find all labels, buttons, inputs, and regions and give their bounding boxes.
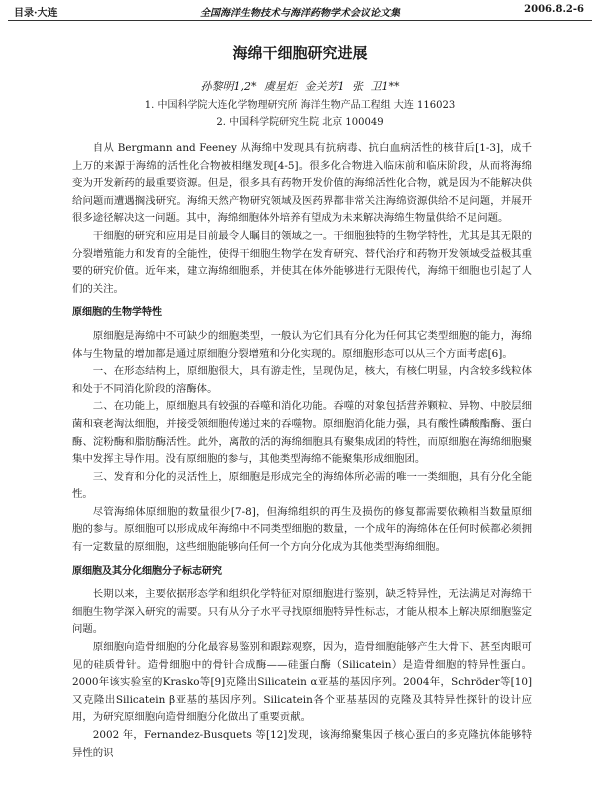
section-heading-markers: 原细胞及其分化细胞分子标志研究 bbox=[72, 565, 222, 577]
paragraph-identification: 长期以来，主要依据形态学和组织化学特征对原细胞进行鉴别，缺乏特异性，无法满足对海绵干细胞生物学深入研究的需要。只有从分子水平寻找原细胞特异性标志，才能从根本上解决原细胞鉴定问题。 bbox=[72, 588, 532, 636]
section-heading-biology: 原细胞的生物学特性 bbox=[72, 307, 162, 319]
affiliation-1: 1. 中国科学院大连化学物理研究所 海洋生物产品工程组 大连 116023 bbox=[144, 100, 456, 111]
paragraph-morphology: 一、在形态结构上，原细胞很大，具有游走性，呈现伪足，核大，有核仁明显，内含较多线粒体和处于不同消化阶段的溶酶体。 bbox=[72, 365, 532, 395]
article-body bbox=[72, 140, 532, 762]
paper-title: 海绵干细胞研究进展 bbox=[232, 44, 368, 62]
paragraph-development: 三、发育和分化的灵活性上，原细胞是形成完全的海绵体所必需的唯一一类细胞，具有分化全能性。 bbox=[72, 470, 532, 501]
header-date: 2006.8.2-6 bbox=[524, 4, 584, 15]
header-center: 全国海洋生物技术与海洋药物学术会议论文集 bbox=[200, 8, 400, 19]
header-left: 目录·大连 bbox=[14, 8, 58, 19]
paragraph-intro: 自从 Bergmann and Feeney 从海绵中发现具有抗病毒、抗白血病活性的核苷后[1-3]，成千上万的来源于海绵的活性化合物被相继发现[4-5]。很多化合物进入临床前和临床阶段，从而将海绵变为开发新药的最重要资源。但是，很多具有药物开发价值的海绵活性化合物，就是因为不能解决供给问题而遭遇搁浅研究。海绵天然产物研究领域及医药界都非常关注海绵资源供给不足问题，并展开很多途径解决这一问题。其中，海绵细胞体外培养有望成为未来解决海绵生物量供给不足问题。 bbox=[72, 142, 532, 225]
paragraph-stem-cells: 干细胞的研究和应用是目前最令人瞩目的领域之一。干细胞独特的生物学特性，尤其是其无限的分裂增殖能力和发育的全能性，使得干细胞生物学在发育研究、替代治疗和药物开发领域受益极其重要的研究价值。近年来，建立海绵细胞系，并使其在体外能够进行无限传代，海绵干细胞也引起了人们的关注。 bbox=[72, 229, 532, 295]
affiliation-2: 2. 中国科学院研究生院 北京 100049 bbox=[216, 117, 384, 128]
author-list: 孙黎明1,2* 虞星炬 金关芳1 张 卫1** bbox=[200, 80, 400, 93]
paragraph-silicatein: 原细胞向造骨细胞的分化最容易鉴别和跟踪观察，因为，造骨细胞能够产生大骨下、甚至肉眼可见的硅质骨针。造骨细胞中的骨针合成酶——硅蛋白酶（Silicatein）是造骨细胞的特异性蛋白。2000年该实验室的Krasko等[9]克隆出Silicatein α亚基的基因序列。2004年，Schröder等[10]又克隆出Silicatein β亚基的基因序列。Silicatein各个亚基基因的克隆及其特异性探针的设计应用，为研究原细胞向造骨细胞分化做出了重要贡献。 bbox=[72, 641, 532, 724]
running-header bbox=[0, 0, 600, 24]
header-rule bbox=[8, 20, 592, 21]
paragraph-quantity: 尽管海绵体原细胞的数量很少[7-8]，但海绵组织的再生及损伤的修复都需要依赖相当数量原细胞的参与。原细胞可以形成成年海绵中不同类型细胞的数量，一个成年的海绵体在任何时候都必须拥有一定数量的原细胞，这些细胞能够向任何一个方向分化成为其他类型海绵细胞。 bbox=[72, 505, 532, 554]
paragraph-archaeocyte-def: 原细胞是海绵中不可缺少的细胞类型，一般认为它们具有分化为任何其它类型细胞的能力，海绵体与生物量的增加都是通过原细胞分裂增殖和分化实现的。原细胞形态可以从三个方面考虑[6]。 bbox=[72, 329, 532, 360]
paragraph-aggregation-factor: 2002 年，Fernandez-Busquets 等[12]发现，该海绵聚集因子核心蛋白的多克隆抗体能够特异性的识 bbox=[72, 729, 532, 759]
paragraph-function: 二、在功能上，原细胞具有较强的吞噬和消化功能。吞噬的对象包括营养颗粒、异物、中胶层细菌和衰老淘汰细胞，并接受领细胞传递过来的吞噬物。原细胞消化能力强，具有酸性磷酸酯酶、蛋白酶、淀粉酶和脂肪酶活性。此外，离散的活的海绵细胞具有聚集成团的特性，而原细胞在海绵细胞聚集中发挥主导作用。没有原细胞的参与，其他类型海绵不能聚集形成细胞团。 bbox=[72, 400, 532, 466]
